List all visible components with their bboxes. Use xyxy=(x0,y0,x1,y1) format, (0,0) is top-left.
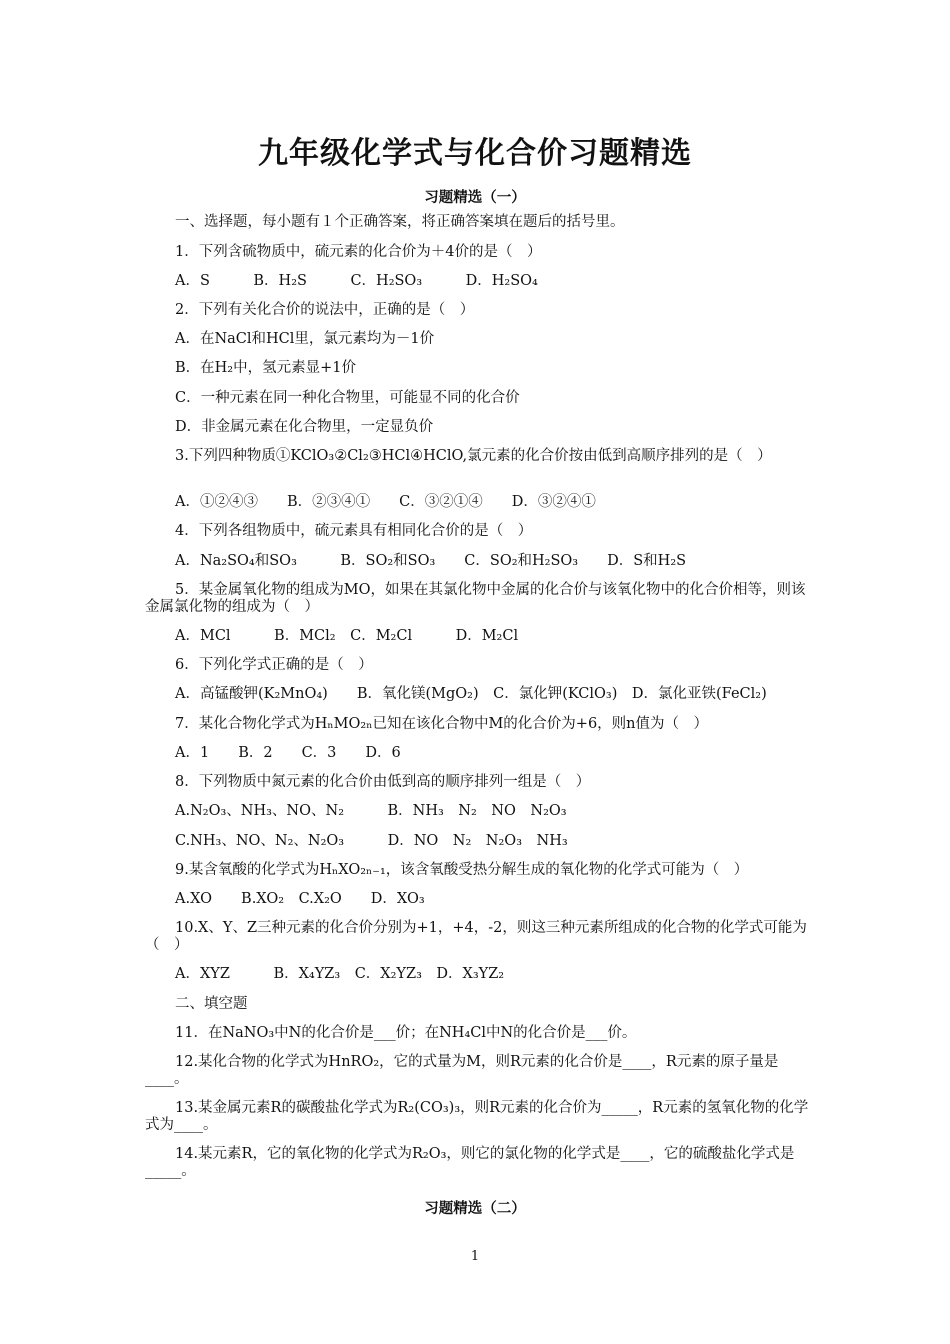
section-heading-1: 习题精选（一） xyxy=(424,190,526,206)
page-number: 1 xyxy=(470,1249,480,1264)
question-10: 10.X、Y、Z三种元素的化合价分别为+1，+4，-2，则这三种元素所组成的化合物的化学式可能为（ ） xyxy=(145,920,807,953)
options-5: A．MCl B．MCl₂ C．M₂Cl D．M₂Cl xyxy=(175,628,519,644)
options-7: A．1 B．2 C．3 D．6 xyxy=(175,745,401,761)
section-heading-2: 习题精选（二） xyxy=(424,1201,526,1217)
options-9: A.XO B.XO₂ C.X₂O D．XO₃ xyxy=(175,891,425,907)
options-1: A．S B．H₂S C．H₂SO₃ D．H₂SO₄ xyxy=(175,273,538,289)
options-3: A．①②④③ B．②③④① C．③②①④ D．③②④① xyxy=(175,494,596,510)
question-6: 6．下列化学式正确的是（ ） xyxy=(175,657,373,673)
question-9: 9.某含氧酸的化学式为HₙXO₂ₙ₋₁，该含氧酸受热分解生成的氧化物的化学式可能为（ ） xyxy=(175,862,749,878)
question-3: 3.下列四种物质①KClO₃②Cl₂③HCl④HClO,氯元素的化合价按由低到高顺序排列的是（ ） xyxy=(175,448,772,464)
question-1: 1．下列含硫物质中，硫元素的化合价为＋4价的是（ ） xyxy=(175,244,542,260)
question-2: 2．下列有关化合价的说法中，正确的是（ ） xyxy=(175,302,475,318)
options-6: A．高锰酸钾(K₂MnO₄) B．氧化镁(MgO₂) C．氯化钾(KClO₃) D．氯化亚铁(FeCl₂) xyxy=(175,686,767,702)
option-2b: B．在H₂中，氢元素显+1价 xyxy=(175,360,356,376)
option-2a: A．在NaCl和HCl里，氯元素均为－1价 xyxy=(175,331,435,347)
question-7: 7．某化合物化学式为HₙMO₂ₙ已知在该化合物中M的化合价为+6，则n值为（ ） xyxy=(175,716,709,732)
options-10: A．XYZ B．X₄YZ₃ C．X₂YZ₃ D．X₃YZ₂ xyxy=(175,966,505,982)
option-2c: C．一种元素在同一种化合物里，可能显不同的化合价 xyxy=(175,390,520,406)
options-4: A．Na₂SO₄和SO₃ B．SO₂和SO₃ C．SO₂和H₂SO₃ D．S和H₂S xyxy=(175,553,687,569)
options-8ab: A.N₂O₃、NH₃、NO、N₂ B．NH₃ N₂ NO N₂O₃ xyxy=(175,803,567,819)
question-14: 14.某元素R，它的氧化物的化学式为R₂O₃，则它的氯化物的化学式是____，它的硫酸盐化学式是_____。 xyxy=(145,1146,795,1179)
question-11: 11．在NaNO₃中N的化合价是___价；在NH₄Cl中N的化合价是___价。 xyxy=(175,1025,637,1041)
options-8cd: C.NH₃、NO、N₂、N₂O₃ D．NO N₂ N₂O₃ NH₃ xyxy=(175,833,568,849)
document-title: 九年级化学式与化合价习题精选 xyxy=(258,136,692,171)
question-13: 13.某金属元素R的碳酸盐化学式为R₂(CO₃)₃，则R元素的化合价为_____，R元素的氢氧化物的化学式为____。 xyxy=(145,1100,809,1133)
question-5: 5．某金属氧化物的组成为MO，如果在其氯化物中金属的化合价与该氧化物中的化合价相等，则该金属氯化物的组成为（ ） xyxy=(145,582,806,615)
question-4: 4．下列各组物质中，硫元素具有相同化合价的是（ ） xyxy=(175,523,533,539)
option-2d: D．非金属元素在化合物里，一定显负价 xyxy=(175,419,434,435)
question-12: 12.某化合物的化学式为HnRO₂，它的式量为M，则R元素的化合价是____，R元素的原子量是____。 xyxy=(145,1054,779,1087)
question-8: 8．下列物质中氮元素的化合价由低到高的顺序排列一组是（ ） xyxy=(175,774,591,790)
fill-in-heading: 二、填空题 xyxy=(175,996,248,1012)
instruction-line: 一、选择题，每小题有１个正确答案，将正确答案填在题后的括号里。 xyxy=(175,214,625,230)
